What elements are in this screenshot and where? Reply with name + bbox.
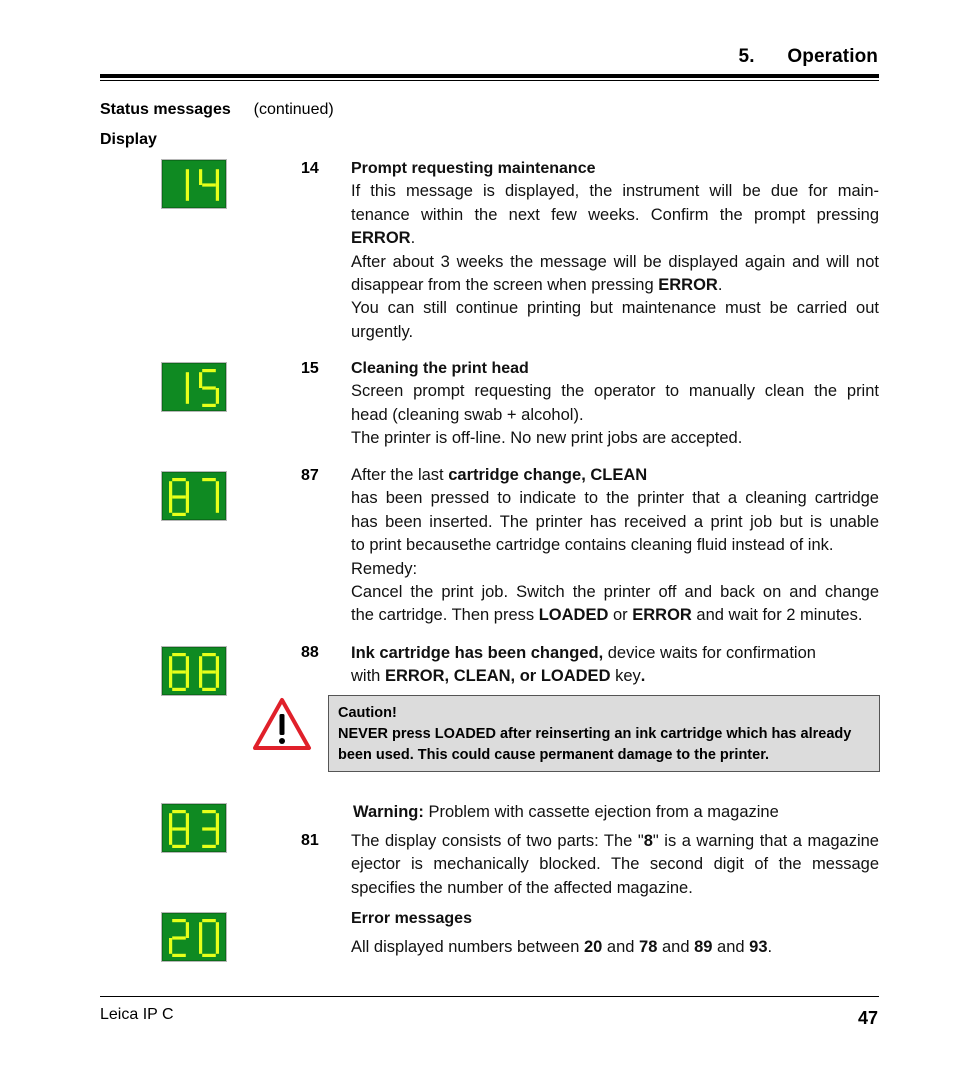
lcd-segment: [186, 497, 189, 513]
item-88-text: [351, 642, 879, 689]
lcd-digits: [162, 804, 226, 852]
lcd-segment: [186, 481, 189, 497]
lcd-segment: [202, 919, 216, 922]
item-14-line: If this message is displayed, the instrument will be due for main-: [351, 182, 879, 201]
caution-line: NEVER press LOADED after reinserting an ink cartridge which has already: [338, 726, 852, 742]
lcd-segment: [216, 481, 219, 497]
warning-triangle-icon: [252, 697, 312, 751]
lcd-segment: [169, 813, 172, 829]
lcd-segment: [202, 845, 216, 848]
lcd-digits: [162, 363, 226, 411]
item-14-text: [351, 157, 879, 344]
lcd-segment: [202, 954, 216, 957]
item-87-line: has been pressed to indicate to the printer that a cleaning cartridge: [351, 489, 879, 508]
lcd-display-15: [161, 362, 227, 412]
lcd-segment: [172, 954, 186, 957]
lcd-segment: [199, 169, 202, 185]
header-rule-thin: [100, 80, 879, 81]
lcd-segment: [216, 169, 219, 185]
item-88-line-2: with ERROR, CLEAN, or LOADED key.: [351, 667, 646, 686]
item-87-line: Cancel the print job. Switch the printer off and back on and change: [351, 583, 879, 602]
lcd-segment: [216, 388, 219, 404]
footer-product: Leica IP C: [100, 1006, 174, 1023]
caution-line: been used. This could cause permanent damage to the printer.: [338, 747, 770, 763]
lcd-segment: [186, 185, 189, 201]
lcd-segment: [186, 656, 189, 672]
lcd-segment: [172, 919, 186, 922]
lcd-segment: [216, 185, 219, 201]
lcd-segment: [202, 688, 216, 691]
item-number-14: 14: [301, 160, 319, 177]
lcd-segment: [172, 478, 186, 481]
lcd-segment: [169, 938, 172, 954]
item-87-intro: After the last cartridge change, CLEAN: [351, 466, 648, 484]
item-number-87: 87: [301, 467, 319, 484]
lcd-segment: [186, 672, 189, 688]
lcd-segment: [172, 845, 186, 848]
lcd-segment: [172, 810, 186, 813]
section-title: Operation: [787, 46, 878, 67]
lcd-segment: [186, 169, 189, 185]
lcd-segment: [172, 688, 186, 691]
item-14-after-2: disappear from the screen when pressing ERROR.: [351, 276, 723, 295]
lcd-segment: [172, 513, 186, 516]
error-messages-title: Error messages: [351, 910, 472, 927]
status-messages-heading: Status messages (continued): [100, 101, 334, 118]
lcd-segment: [216, 922, 219, 938]
caution-box: [328, 695, 880, 772]
page-number: 47: [857, 1008, 878, 1028]
lcd-segment: [202, 404, 216, 407]
lcd-segment: [169, 497, 172, 513]
item-15-title: Cleaning the print head: [351, 360, 529, 377]
lcd-segment: [202, 183, 216, 186]
item-87-line: to print becausethe cartridge contains cleaning fluid instead of ink.: [351, 536, 834, 555]
lcd-digits: [162, 472, 226, 520]
item-14-line: tenance within the next few weeks. Confirm the prompt pressing: [351, 205, 879, 224]
lcd-segment: [186, 388, 189, 404]
lcd-display-88: [161, 646, 227, 696]
lcd-display-83: [161, 803, 227, 853]
item-number-81: 81: [301, 832, 319, 849]
lcd-segment: [216, 829, 219, 845]
lcd-segment: [202, 827, 216, 830]
lcd-digits: [162, 647, 226, 695]
lcd-segment: [172, 670, 186, 673]
lcd-segment: [216, 938, 219, 954]
item-87-remedy: Remedy:: [351, 559, 418, 578]
item-15-text: [351, 357, 879, 451]
lcd-segment: [172, 827, 186, 830]
item-88-line-1: Ink cartridge has been changed, device waits for confirmation: [351, 644, 816, 662]
lcd-segment: [186, 829, 189, 845]
header-rule-thick: [100, 74, 879, 78]
footer-rule: [100, 996, 879, 997]
lcd-segment: [216, 656, 219, 672]
lcd-segment: [172, 653, 186, 656]
lcd-segment: [186, 922, 189, 938]
item-14-continue-2: urgently.: [351, 322, 414, 341]
item-number-15: 15: [301, 360, 319, 377]
lcd-segment: [216, 813, 219, 829]
lcd-segment: [216, 497, 219, 513]
lcd-segment: [199, 672, 202, 688]
lcd-segment: [199, 938, 202, 954]
lcd-segment: [172, 936, 186, 939]
item-15-line: The printer is off-line. No new print jobs are accepted.: [351, 429, 743, 448]
lcd-segment: [202, 369, 216, 372]
item-87-line-5: the cartridge. Then press LOADED or ERROR and wait for 2 minutes.: [351, 606, 863, 625]
lcd-segment: [169, 672, 172, 688]
item-number-88: 88: [301, 644, 319, 661]
display-heading: Display: [100, 131, 157, 148]
lcd-segment: [186, 372, 189, 388]
lcd-segment: [216, 672, 219, 688]
lcd-display-87: [161, 471, 227, 521]
lcd-digits: [162, 913, 226, 961]
item-81-line: specifies the number of the affected magazine.: [351, 878, 693, 897]
lcd-segment: [169, 481, 172, 497]
error-messages-text: [351, 907, 879, 960]
item-14-continue: You can still continue printing but maintenance must be carried out: [351, 299, 879, 318]
item-14-after: After about 3 weeks the message will be displayed again and will not: [351, 252, 879, 271]
item-81-line-1: The display consists of two parts: The "8" is a warning that a magazine: [351, 832, 879, 850]
lcd-segment: [202, 386, 216, 389]
lcd-segment: [202, 478, 216, 481]
item-15-line: Screen prompt requesting the operator to manually clean the print: [351, 382, 879, 401]
lcd-segment: [199, 922, 202, 938]
lcd-segment: [202, 810, 216, 813]
item-14-confirm: ERROR.: [351, 229, 416, 248]
caution-title: Caution!: [338, 705, 397, 721]
item-15-line: head (cleaning swab + alcohol).: [351, 405, 584, 424]
lcd-segment: [169, 656, 172, 672]
lcd-segment: [186, 813, 189, 829]
item-87-line: has been inserted. The printer has received a print job but is unable: [351, 512, 879, 531]
lcd-digits: [162, 160, 226, 208]
lcd-segment: [199, 656, 202, 672]
lcd-segment: [202, 670, 216, 673]
item-81-text: [351, 830, 879, 900]
lcd-segment: [172, 495, 186, 498]
lcd-display-20: [161, 912, 227, 962]
lcd-display-14: [161, 159, 227, 209]
item-87-text: [351, 464, 879, 628]
lcd-segment: [169, 829, 172, 845]
item-83-warning: Warning: Problem with cassette ejection from a magazine: [353, 803, 779, 821]
item-81-line: ejector is mechanically blocked. The second digit of the message: [351, 855, 879, 874]
error-messages-range: All displayed numbers between 20 and 78 and 89 and 93.: [351, 938, 773, 957]
item-14-title: Prompt requesting maintenance: [351, 160, 596, 177]
lcd-segment: [199, 372, 202, 388]
section-heading: [739, 46, 878, 68]
section-number: 5.: [738, 46, 755, 67]
lcd-segment: [202, 653, 216, 656]
